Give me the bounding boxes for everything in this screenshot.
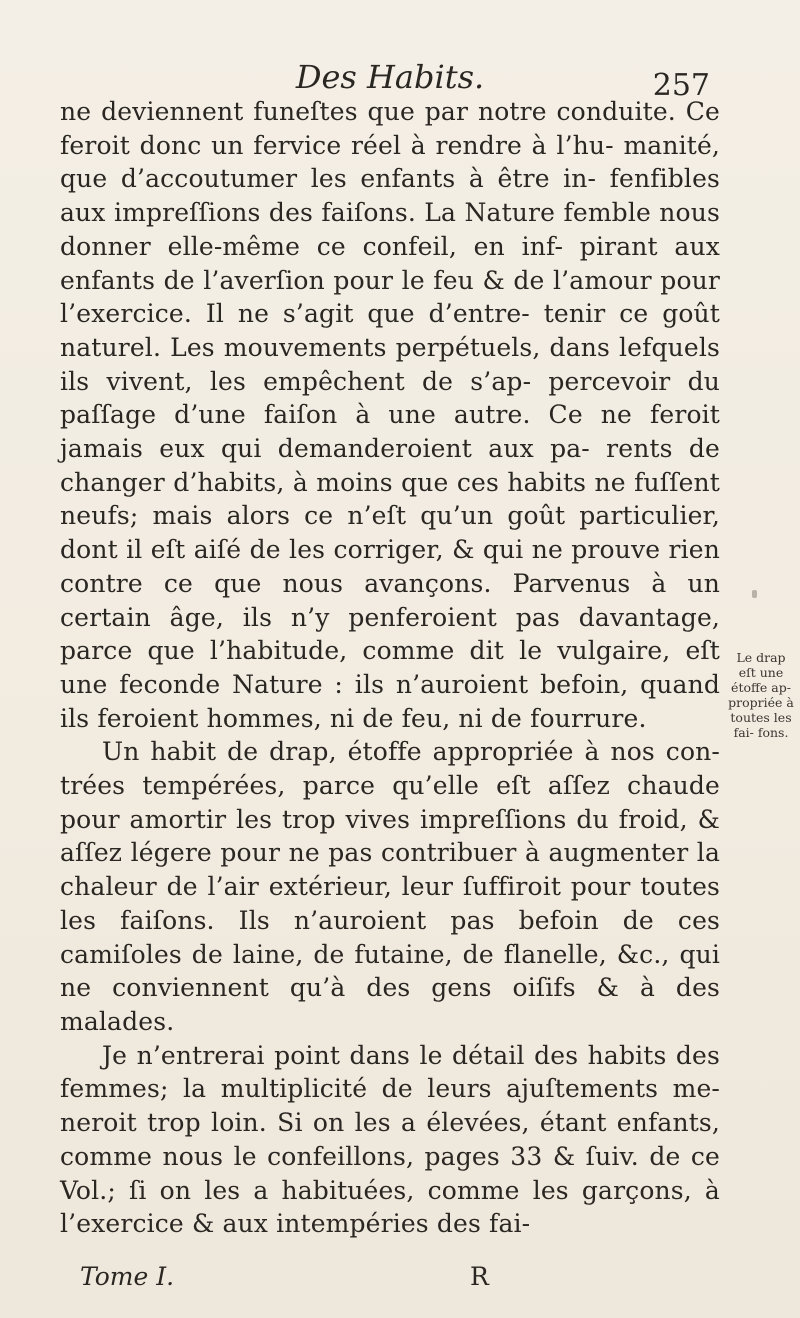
ink-spot [752,590,757,598]
paragraph-1: ne deviennent funeſtes que par notre conduite. Ce feroit donc un fervice réel à rendre à l’hu- manité, que d’accoutumer les enfants à être in- fenfibles aux impreſſions des faiſons. La Nature femble nous donner elle-même ce confeil, en inf- pirant aux enfants de l’averſion pour le feu & de l’amour pour l’exercice. Il ne s’agit que d’entre- tenir ce goût naturel. Les mouvements perpétuels, dans lefquels ils vivent, les empêchent de s’ap- percevoir du paſſage d’une faiſon à une autre. Ce ne feroit jamais eux qui demanderoient aux pa- rents de changer d’habits, à moins que ces habits ne fuſſent neufs; mais alors ce n’eſt qu’un goût particulier, dont il eſt aiſé de les corriger, & qui ne prouve rien contre ce que nous avançons. Parvenus à un certain âge, ils n’y penferoient pas davantage, parce que l’habitude, comme dit le vulgaire, eſt une feconde Nature : ils n’auroient befoin, quand ils feroient hommes, ni de feu, ni de fourrure. [60,97,720,733]
paragraph-2: Un habit de drap, étoffe appropriée à nos con- trées tempérées, parce qu’elle eſt aſſez chaude pour amortir les trop vives impreſſions du froid, & aſſez légere pour ne pas contribuer à augmenter la chaleur de l’air extérieur, leur ſuffiroit pour toutes les faiſons. Ils n’auroient pas befoin de ces camiſoles de laine, de futaine, de flanelle, &c., qui ne conviennent qu’à des gens oiſifs & à des malades. [60,737,720,1036]
body-text [60,95,720,1241]
signature-mark: R [470,1262,489,1291]
paragraph-3: Je n’entrerai point dans le détail des habits des femmes; la multiplicité de leurs ajuſtements me- neroit trop loin. Si on les a élevées, étant enfants, comme nous le confeillons, pages 33 & ſuiv. de ce Vol.; ſi on les a habituées, comme les garçons, à l’exercice & aux intempéries des fai- [60,1040,720,1239]
tome-label: Tome I. [80,1262,175,1291]
margin-note: Le drap eſt une étoffe ap- propriée à toutes les fai- fons. [728,650,794,740]
page-number: 257 [652,68,710,103]
running-title: Des Habits. [295,58,485,96]
page-footer [60,1262,720,1302]
